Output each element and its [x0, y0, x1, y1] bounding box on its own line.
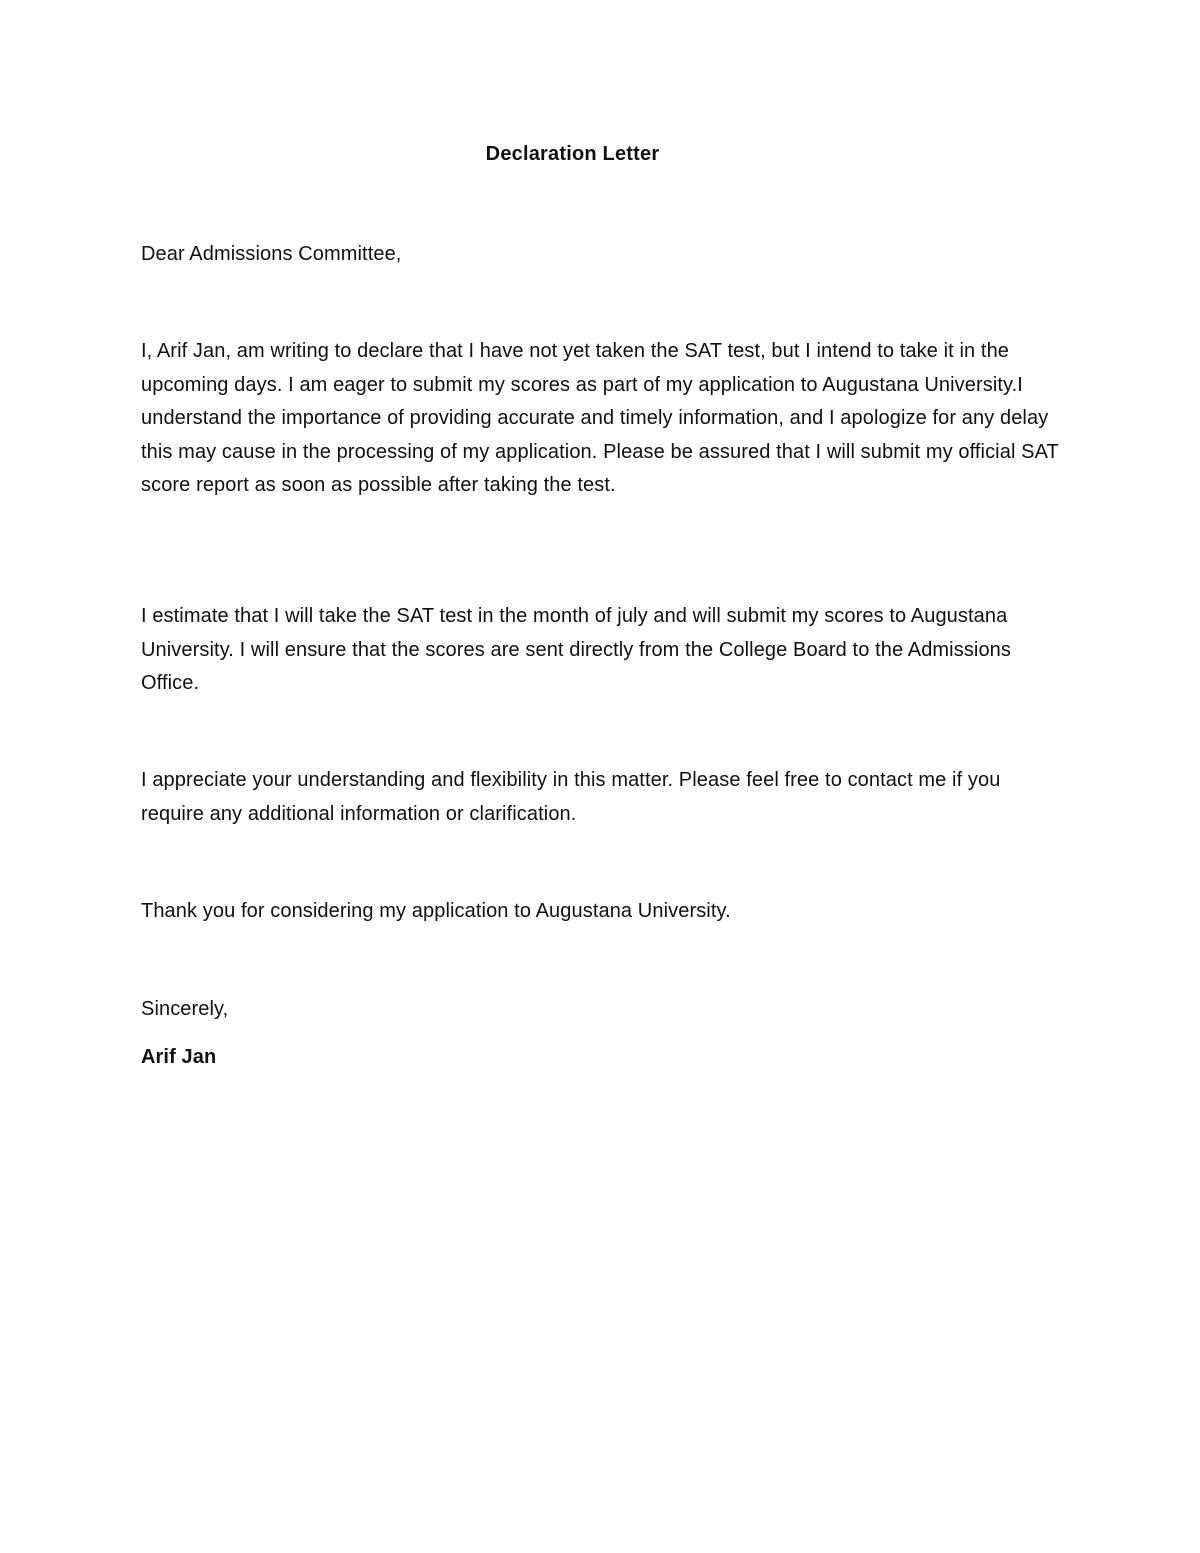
letter-paragraph-3: I appreciate your understanding and flexibility in this matter. Please feel free to contact me if you require any additional information or clarification. [141, 769, 1001, 825]
letter-closing: Sincerely, [141, 998, 229, 1020]
letter-title: Declaration Letter [485, 143, 660, 165]
letter-paragraph-2: I estimate that I will take the SAT test in the month of july and will submit my scores to Augustana University. I will ensure that the scores are sent directly from the College Board to the Admissions Office. [141, 605, 1012, 694]
letter-paragraph-1: I, Arif Jan, am writing to declare that I have not yet taken the SAT test, but I intend to take it in the upcoming days. I am eager to submit my scores as part of my application to Augustana University.I understand the importance of providing accurate and timely information, and I apologize for any delay this may cause in the processing of my application. Please be assured that I will submit my official SAT score report as soon as possible after taking the test. [141, 340, 1059, 496]
letter-paragraph-4: Thank you for considering my application to Augustana University. [141, 900, 731, 922]
letter-salutation: Dear Admissions Committee, [141, 243, 402, 265]
letter-signature-name: Arif Jan [141, 1046, 217, 1068]
